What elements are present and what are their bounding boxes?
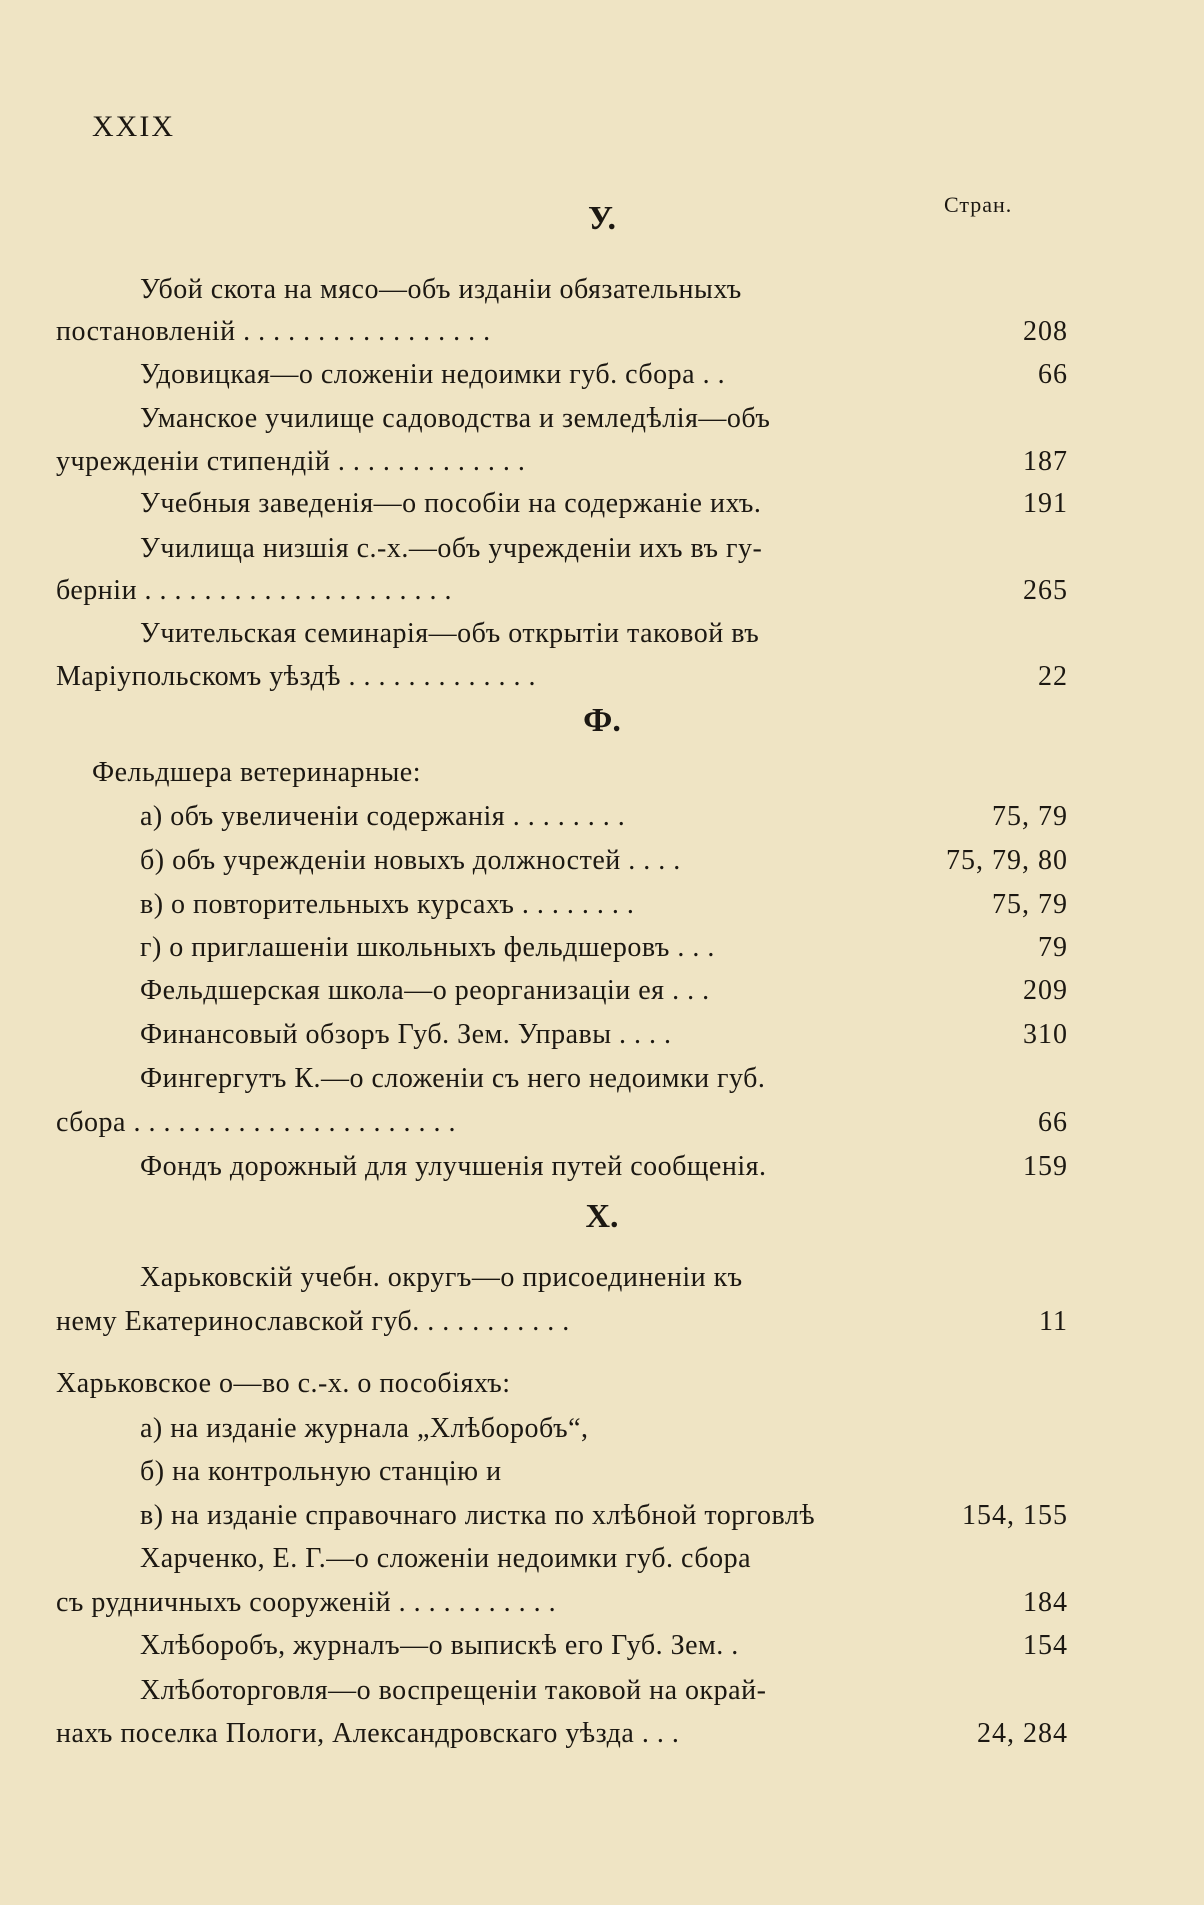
entry-line: берніи . . . . . . . . . . . . . . . . . . . . . xyxy=(56,575,453,606)
entry-line: постановленій . . . . . . . . . . . . . . . . . xyxy=(56,316,491,347)
entry-page-ref: 209 xyxy=(1023,975,1068,1006)
entry-page-ref: 22 xyxy=(1038,661,1068,692)
entry-page-ref: 24, 284 xyxy=(977,1718,1068,1749)
entry-page-ref: 184 xyxy=(1023,1587,1068,1618)
entry-page-ref: 75, 79, 80 xyxy=(946,845,1068,876)
entry-line: Удовицкая—о сложеніи недоимки губ. сбора . . xyxy=(140,359,726,390)
entry-line: в) о повторительныхъ курсахъ . . . . . . . . xyxy=(140,889,635,920)
entry-page-ref: 66 xyxy=(1038,1107,1068,1138)
entry-page-ref: 75, 79 xyxy=(992,889,1068,920)
entry-line: Хлѣборобъ, журналъ—о выпискѣ его Губ. Зем. . xyxy=(140,1630,739,1661)
entry-line: б) объ учрежденіи новыхъ должностей . . . . xyxy=(140,845,681,876)
entry-page-ref: 191 xyxy=(1023,488,1068,519)
entry-page-ref: 79 xyxy=(1038,932,1068,963)
entry-line: Фельдшера ветеринарные: xyxy=(92,757,422,788)
section-heading-u: У. xyxy=(588,200,616,237)
entry-line: учрежденіи стипендій . . . . . . . . . . . . . xyxy=(56,446,526,477)
entry-line: Учительская семинарія—объ открытіи таковой въ xyxy=(140,618,760,649)
page-column-label: Стран. xyxy=(944,192,1013,217)
entry-line: а) объ увеличеніи содержанія . . . . . . . . xyxy=(140,801,626,832)
entry-line: Учебныя заведенія—о пособіи на содержаніе ихъ. xyxy=(140,488,762,519)
entry-line: б) на контрольную станцію и xyxy=(140,1456,502,1487)
entry-line: Фингергутъ К.—о сложеніи съ него недоимки губ. xyxy=(140,1063,766,1094)
section-heading-kh: Х. xyxy=(585,1198,619,1235)
entry-line: Хлѣботорговля—о воспрещеніи таковой на окрай- xyxy=(140,1675,767,1706)
entry-line: Маріупольскомъ уѣздѣ . . . . . . . . . . . . . xyxy=(56,661,536,692)
page-number: XXIX xyxy=(92,110,175,143)
entry-page-ref: 159 xyxy=(1023,1151,1068,1182)
entry-page-ref: 208 xyxy=(1023,316,1068,347)
entry-line: Харченко, Е. Г.—о сложеніи недоимки губ. сбора xyxy=(140,1543,751,1574)
entry-line: в) на изданіе справочнаго листка по хлѣбной торговлѣ xyxy=(140,1500,816,1531)
entry-page-ref: 154, 155 xyxy=(962,1500,1068,1531)
entry-page-ref: 11 xyxy=(1039,1306,1068,1337)
entry-line: а) на изданіе журнала „Хлѣборобъ“, xyxy=(140,1413,589,1444)
entry-line: Уманское училище садоводства и земледѣлія—объ xyxy=(140,403,771,434)
entry-line: Харьковское о—во с.-х. о пособіяхъ: xyxy=(56,1368,511,1399)
entry-line: сбора . . . . . . . . . . . . . . . . . . . . . . xyxy=(56,1107,456,1138)
entry-page-ref: 310 xyxy=(1023,1019,1068,1050)
entry-line: нахъ поселка Пологи, Александровскаго уѣзда . . . xyxy=(56,1718,680,1749)
entry-line: нему Екатеринославской губ. . . . . . . . . . . xyxy=(56,1306,570,1337)
entry-page-ref: 75, 79 xyxy=(992,801,1068,832)
entry-page-ref: 265 xyxy=(1023,575,1068,606)
entry-page-ref: 187 xyxy=(1023,446,1068,477)
entry-line: съ рудничныхъ сооруженій . . . . . . . . . . . xyxy=(56,1587,557,1618)
entry-line: Убой скота на мясо—объ изданіи обязательныхъ xyxy=(140,274,742,305)
entry-line: Фельдшерская школа—о реорганизаціи ея . . . xyxy=(140,975,710,1006)
entry-line: г) о приглашеніи школьныхъ фельдшеровъ . . . xyxy=(140,932,715,963)
entry-page-ref: 154 xyxy=(1023,1630,1068,1661)
section-heading-f: Ф. xyxy=(583,702,621,739)
entry-page-ref: 66 xyxy=(1038,359,1068,390)
entry-line: Харьковскій учебн. округъ—о присоединеніи къ xyxy=(140,1262,743,1293)
entry-line: Фондъ дорожный для улучшенія путей сообщенія. xyxy=(140,1151,767,1182)
entry-line: Финансовый обзоръ Губ. Зем. Управы . . . . xyxy=(140,1019,672,1050)
entry-line: Училища низшія с.-х.—объ учрежденіи ихъ въ гу- xyxy=(140,533,763,564)
